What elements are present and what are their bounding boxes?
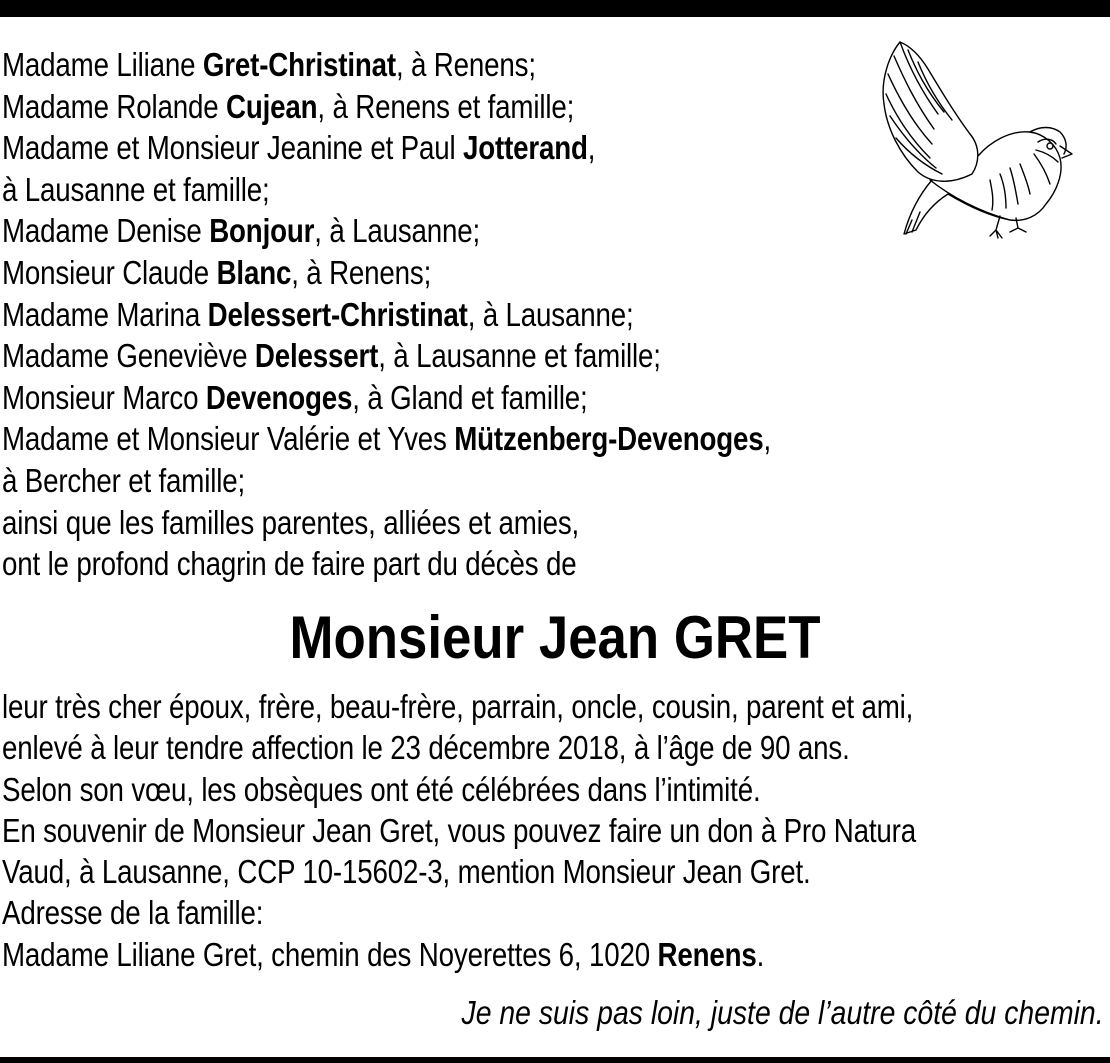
family-line: Madame Geneviève Delessert, à Lausanne et famille; — [2, 337, 661, 375]
top-rule — [0, 0, 1110, 17]
family-line: Madame et Monsieur Valérie et Yves Mützenberg-Devenoges, — [2, 420, 772, 458]
deceased-name: Monsieur Jean GRET — [289, 604, 821, 671]
body-line: leur très cher époux, frère, beau-frère, parrain, oncle, cousin, parent et ami, — [2, 688, 914, 725]
family-line: Monsieur Claude Blanc, à Renens; — [2, 253, 432, 291]
family-line: ont le profond chagrin de faire part du décès de — [2, 545, 577, 583]
family-line: à Bercher et famille; — [2, 461, 245, 499]
body-line: Adresse de la famille: — [2, 894, 264, 932]
family-line: Madame Marina Delessert-Christinat, à Lausanne; — [2, 295, 634, 333]
bottom-rule — [0, 1057, 1110, 1063]
closing-quote: Je ne suis pas loin, juste de l’autre côté du chemin. — [461, 994, 1104, 1031]
family-list — [2, 44, 918, 585]
body-line: enlevé à leur tendre affection le 23 décembre 2018, à l’âge de 90 ans. — [2, 729, 850, 767]
family-line: ainsi que les familles parentes, alliées et amies, — [2, 503, 580, 541]
family-line: Madame Liliane Gret-Christinat, à Renens; — [2, 46, 536, 83]
body-line: Vaud, à Lausanne, CCP 10-15602-3, mention Monsieur Jean Gret. — [2, 853, 811, 891]
family-address: Madame Liliane Gret, chemin des Noyerettes 6, 1020 Renens. — [2, 935, 765, 973]
family-line: Madame Denise Bonjour, à Lausanne; — [2, 212, 481, 250]
family-line: Madame Rolande Cujean, à Renens et famille; — [2, 87, 575, 125]
body-line: Selon son vœu, les obsèques ont été célébrées dans l’intimité. — [2, 770, 761, 808]
announcement-body — [2, 686, 1090, 975]
family-line: à Lausanne et famille; — [2, 170, 270, 208]
family-line: Monsieur Marco Devenoges, à Gland et famille; — [2, 378, 588, 416]
family-line: Madame et Monsieur Jeanine et Paul Jotterand, — [2, 129, 596, 167]
body-line: En souvenir de Monsieur Jean Gret, vous pouvez faire un don à Pro Natura — [2, 811, 916, 849]
